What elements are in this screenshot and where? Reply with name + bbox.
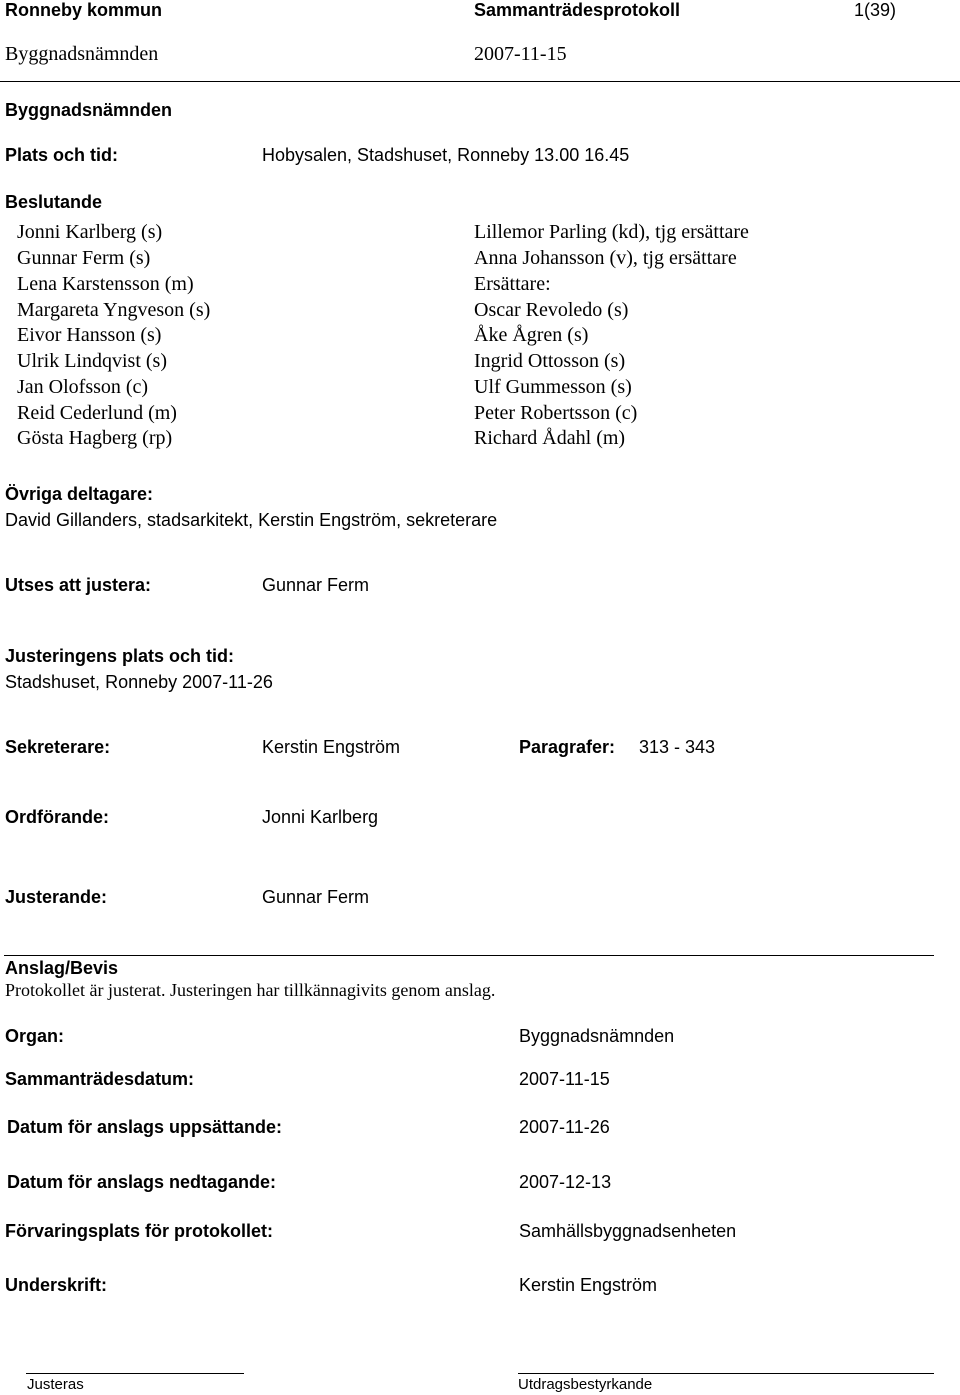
committee-heading: Byggnadsnämnden bbox=[5, 100, 173, 120]
adjust-place-label: Justeringens plats och tid: bbox=[5, 646, 235, 666]
removed-value: 2007-12-13 bbox=[519, 1172, 612, 1192]
member-left: Gunnar Ferm (s) bbox=[17, 247, 151, 269]
member-left: Lena Karstensson (m) bbox=[17, 273, 194, 295]
member-right: Oscar Revoledo (s) bbox=[474, 299, 629, 321]
adjuster-label: Justerande: bbox=[5, 887, 108, 907]
member-right: Anna Johansson (v), tjg ersättare bbox=[474, 247, 737, 269]
removed-label: Datum för anslags nedtagande: bbox=[7, 1172, 277, 1192]
posted-value: 2007-11-26 bbox=[519, 1117, 610, 1137]
decisive-heading: Beslutande bbox=[5, 192, 103, 212]
member-left: Margareta Yngveson (s) bbox=[17, 299, 211, 321]
paragraphs-label: Paragrafer: bbox=[519, 737, 616, 757]
member-left: Ulrik Lindqvist (s) bbox=[17, 350, 167, 372]
signature-label: Underskrift: bbox=[5, 1275, 108, 1295]
secretary-value: Kerstin Engström bbox=[262, 737, 401, 757]
member-right: Peter Robertsson (c) bbox=[474, 402, 638, 424]
member-right: Ersättare: bbox=[474, 273, 551, 295]
document-type: Sammanträdesprotokoll bbox=[474, 0, 681, 20]
place-label: Plats och tid: bbox=[5, 145, 119, 165]
adjust-label: Utses att justera: bbox=[5, 575, 152, 595]
header-board: Byggnadsnämnden bbox=[5, 43, 159, 65]
member-left: Jan Olofsson (c) bbox=[17, 376, 149, 398]
footer-justeras: Justeras bbox=[27, 1376, 84, 1393]
notice-heading: Anslag/Bevis bbox=[5, 958, 119, 978]
footer-rule-right bbox=[518, 1373, 934, 1374]
other-participants-value: David Gillanders, stadsarkitekt, Kerstin Engström, sekreterare bbox=[5, 510, 498, 530]
header-divider bbox=[0, 81, 960, 82]
paragraphs-value: 313 - 343 bbox=[639, 737, 716, 757]
page-number: 1(39) bbox=[854, 0, 897, 20]
member-left: Eivor Hansson (s) bbox=[17, 324, 162, 346]
member-right: Lillemor Parling (kd), tjg ersättare bbox=[474, 221, 749, 243]
member-right: Ulf Gummesson (s) bbox=[474, 376, 632, 398]
place-value: Hobysalen, Stadshuset, Ronneby 13.00 16.45 bbox=[262, 145, 630, 165]
meeting-date-value: 2007-11-15 bbox=[519, 1069, 610, 1089]
chair-value: Jonni Karlberg bbox=[262, 807, 379, 827]
adjust-place-value: Stadshuset, Ronneby 2007-11-26 bbox=[5, 672, 273, 692]
other-participants-label: Övriga deltagare: bbox=[5, 484, 154, 504]
member-right: Åke Ågren (s) bbox=[474, 324, 589, 346]
organ-value: Byggnadsnämnden bbox=[519, 1026, 675, 1046]
storage-label: Förvaringsplats för protokollet: bbox=[5, 1221, 274, 1241]
footer-certified-extract: Utdragsbestyrkande bbox=[518, 1376, 653, 1393]
storage-value: Samhällsbyggnadsenheten bbox=[519, 1221, 737, 1241]
header-date: 2007-11-15 bbox=[474, 43, 567, 65]
chair-label: Ordförande: bbox=[5, 807, 110, 827]
member-right: Richard Ådahl (m) bbox=[474, 427, 626, 449]
adjust-value: Gunnar Ferm bbox=[262, 575, 370, 595]
member-right: Ingrid Ottosson (s) bbox=[474, 350, 626, 372]
secretary-label: Sekreterare: bbox=[5, 737, 111, 757]
notice-text: Protokollet är justerat. Justeringen har tillkännagivits genom anslag. bbox=[5, 980, 496, 1000]
posted-label: Datum för anslags uppsättande: bbox=[7, 1117, 283, 1137]
organ-label: Organ: bbox=[5, 1026, 65, 1046]
member-left: Jonni Karlberg (s) bbox=[17, 221, 163, 243]
adjuster-value: Gunnar Ferm bbox=[262, 887, 370, 907]
notice-divider bbox=[4, 955, 934, 956]
meeting-date-label: Sammanträdesdatum: bbox=[5, 1069, 195, 1089]
signature-value: Kerstin Engström bbox=[519, 1275, 658, 1295]
municipality-name: Ronneby kommun bbox=[5, 0, 163, 20]
member-left: Reid Cederlund (m) bbox=[17, 402, 177, 424]
footer-rule-left bbox=[26, 1373, 244, 1374]
member-left: Gösta Hagberg (rp) bbox=[17, 427, 173, 449]
